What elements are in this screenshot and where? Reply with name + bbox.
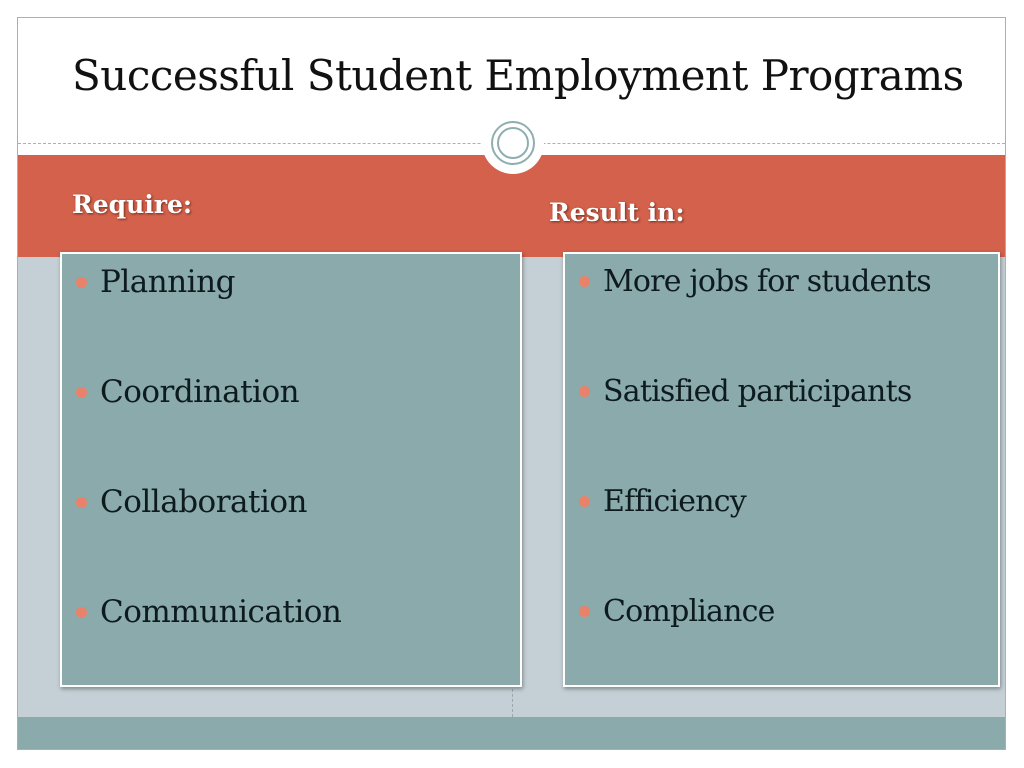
bullet-text: Efficiency <box>603 484 746 519</box>
double-circle-icon <box>482 112 544 174</box>
list-item <box>565 484 746 519</box>
right-content-panel <box>563 252 1000 687</box>
bullet-text: Coordination <box>100 374 300 410</box>
left-content-panel <box>60 252 522 687</box>
bullet-dot-icon <box>579 606 590 617</box>
bullet-dot-icon <box>579 496 590 507</box>
list-item <box>62 264 235 300</box>
footer-bar <box>18 717 1005 750</box>
bullet-text: Satisfied participants <box>603 374 912 409</box>
bullet-text: More jobs for students <box>603 264 931 299</box>
bullet-dot-icon <box>76 607 87 618</box>
bullet-text: Collaboration <box>100 484 308 520</box>
bullet-text: Compliance <box>603 594 775 629</box>
list-item <box>62 374 299 410</box>
ornament-ring <box>491 121 535 165</box>
list-item <box>565 374 911 409</box>
bullet-dot-icon <box>579 276 590 287</box>
right-column-heading: Result in: <box>549 198 685 227</box>
list-item <box>62 484 307 520</box>
bullet-dot-icon <box>579 386 590 397</box>
slide-title: Successful Student Employment Programs <box>72 51 964 100</box>
bullet-dot-icon <box>76 277 87 288</box>
slide-frame <box>17 17 1006 750</box>
bullet-dot-icon <box>76 497 87 508</box>
list-item <box>62 594 341 630</box>
bullet-dot-icon <box>76 387 87 398</box>
list-item <box>565 594 775 629</box>
left-column-heading: Require: <box>72 190 193 219</box>
list-item <box>565 264 931 299</box>
bullet-text: Communication <box>100 594 342 630</box>
bullet-text: Planning <box>100 264 235 300</box>
